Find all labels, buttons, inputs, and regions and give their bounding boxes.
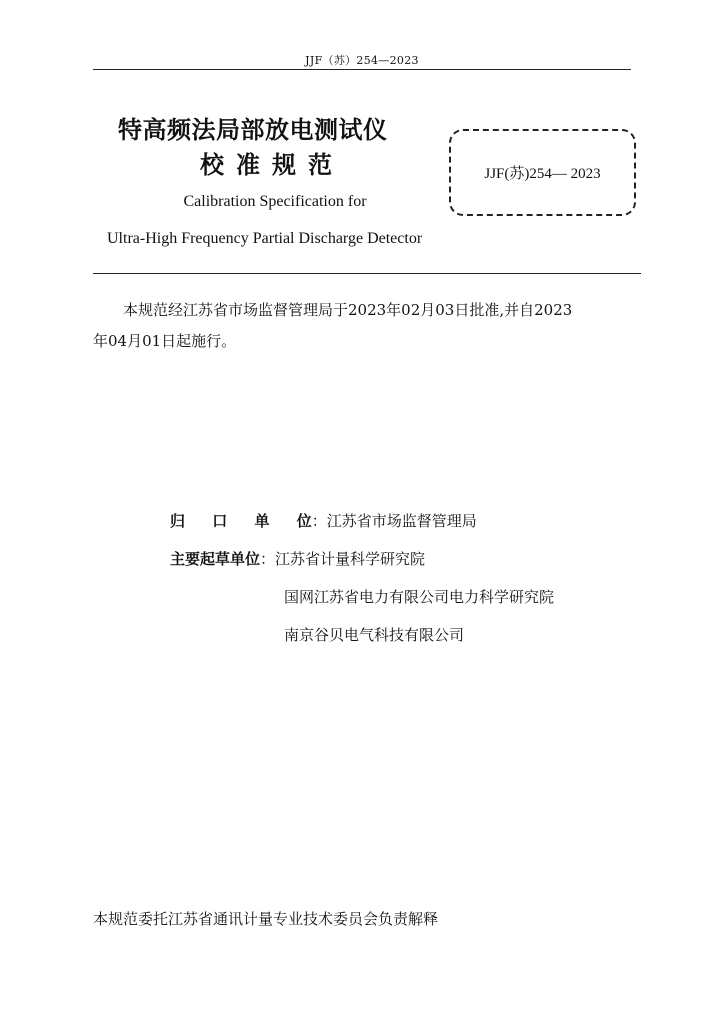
header-divider [93,69,631,70]
approval-statement [93,295,633,357]
specification-code-box [449,129,636,216]
drafting-unit-label: 主要起草单位 [170,550,261,568]
drafting-unit-1: 江苏省计量科学研究院 [275,550,426,568]
approval-line1: 本规范经江苏省市场监督管理局于2023年02月03日批准,并自2023 [123,301,573,319]
specification-code: JJF(苏)254— 2023 [484,166,601,182]
responsible-unit-value: 江苏省市场监督管理局 [326,512,477,530]
responsible-unit-row [170,510,477,531]
drafting-unit-3: 南京谷贝电气科技有限公司 [284,626,465,644]
drafting-unit-colon: ： [260,550,276,568]
approval-line2: 年04月01日起施行。 [93,332,237,350]
interpretation-note: 本规范委托江苏省通讯计量专业技术委员会负责解释 [93,910,439,928]
responsible-unit-colon: ： [311,512,327,530]
running-header-code: JJF（苏）254—2023 [305,54,419,67]
drafting-unit-2: 国网江苏省电力有限公司电力科学研究院 [284,588,555,606]
title-chinese-line2: 校准规范 [200,151,344,179]
title-divider [93,273,641,274]
title-chinese-line1: 特高频法局部放电测试仪 [118,116,388,144]
responsible-unit-label-main: 归 口 单 [170,512,297,530]
drafting-unit-row [170,548,425,569]
responsible-unit-label-last: 位 [296,512,312,530]
title-english-line1: Calibration Specification for [183,193,367,210]
title-english-line2: Ultra-High Frequency Partial Discharge Detector [107,230,423,247]
responsible-unit-label [170,512,312,530]
